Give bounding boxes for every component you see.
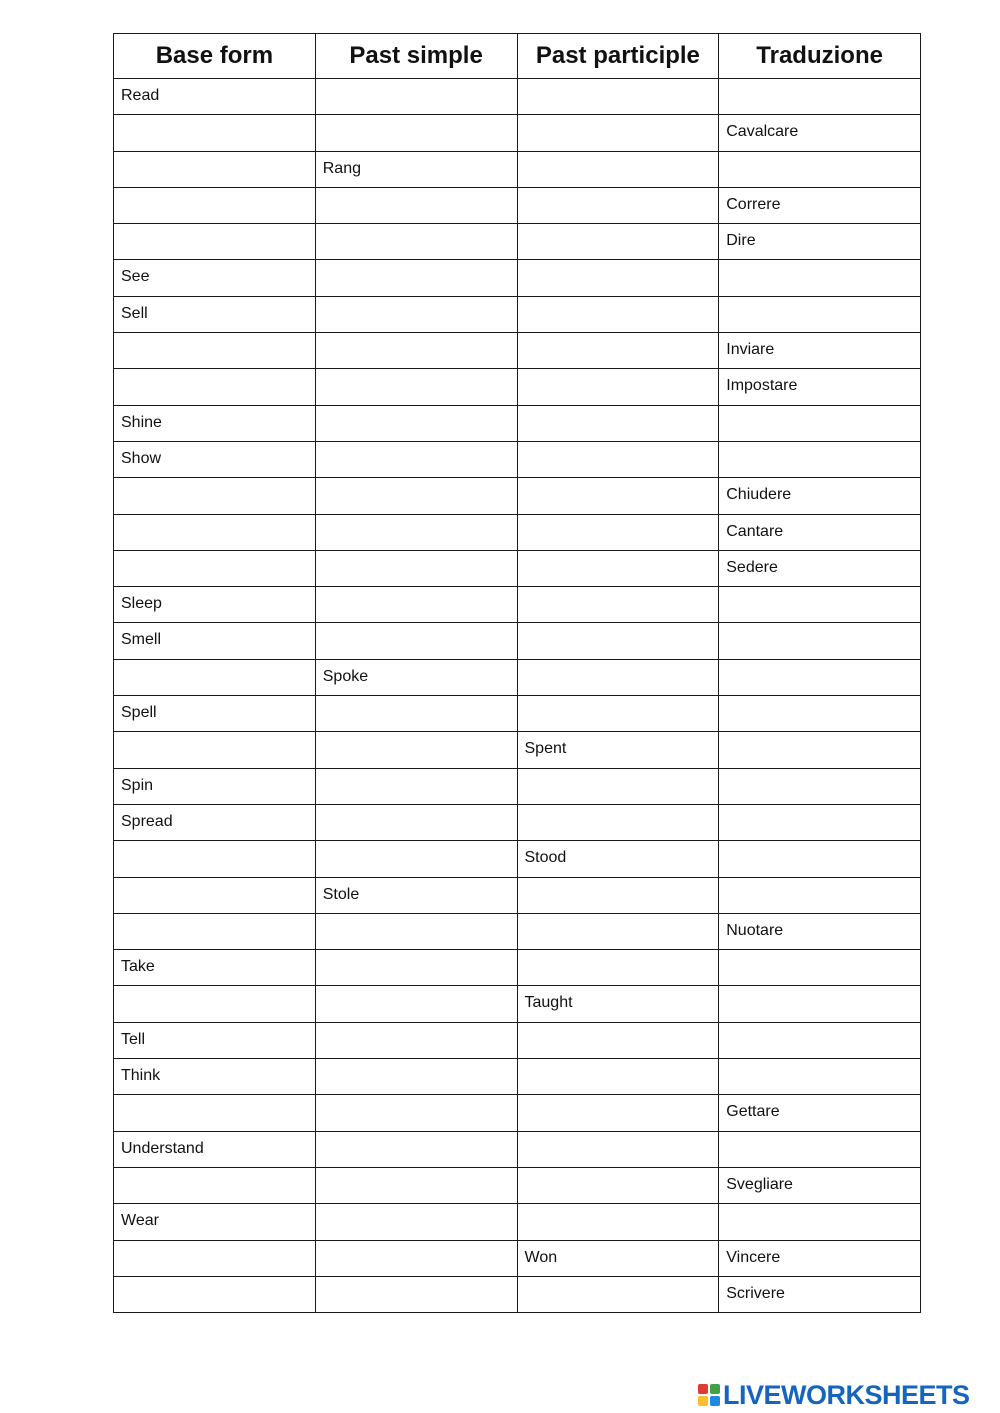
brand-text: LIVEWORKSHEETS [723,1379,970,1410]
cell-base-form: Sell [114,296,316,332]
cell-traduzione[interactable] [719,623,921,659]
table-row [114,1059,921,1095]
cell-past-simple[interactable] [315,841,517,877]
table-row [114,950,921,986]
table-row [114,986,921,1022]
cell-traduzione[interactable] [719,696,921,732]
table-row [114,841,921,877]
cell-past-participle[interactable] [517,1276,719,1312]
table-row [114,1276,921,1312]
cell-past-participle[interactable] [517,151,719,187]
cell-traduzione: Inviare [719,333,921,369]
cell-past-participle[interactable] [517,514,719,550]
cell-traduzione[interactable] [719,732,921,768]
cell-past-simple: Stole [315,877,517,913]
table-row [114,804,921,840]
cell-past-participle[interactable] [517,478,719,514]
cell-past-participle: Won [517,1240,719,1276]
cell-traduzione: Svegliare [719,1167,921,1203]
cell-base-form[interactable] [114,1095,316,1131]
cell-base-form[interactable] [114,841,316,877]
cell-past-simple[interactable] [315,296,517,332]
cell-past-simple[interactable] [315,478,517,514]
table-row [114,732,921,768]
cell-past-simple[interactable] [315,732,517,768]
logo-square [710,1384,720,1394]
cell-past-participle[interactable] [517,550,719,586]
cell-past-participle[interactable] [517,333,719,369]
cell-past-participle[interactable] [517,1059,719,1095]
cell-traduzione: Scrivere [719,1276,921,1312]
cell-past-participle[interactable] [517,623,719,659]
cell-past-simple[interactable] [315,804,517,840]
table-row [114,1167,921,1203]
cell-past-simple: Rang [315,151,517,187]
cell-traduzione[interactable] [719,260,921,296]
cell-past-simple[interactable] [315,115,517,151]
cell-past-participle: Taught [517,986,719,1022]
cell-past-simple[interactable] [315,405,517,441]
cell-past-simple[interactable] [315,696,517,732]
cell-base-form[interactable] [114,115,316,151]
cell-past-simple[interactable] [315,768,517,804]
table-row [114,659,921,695]
cell-past-participle[interactable] [517,296,719,332]
table-row [114,405,921,441]
cell-past-participle: Stood [517,841,719,877]
cell-past-participle[interactable] [517,1022,719,1058]
cell-past-simple[interactable] [315,1131,517,1167]
cell-past-simple[interactable] [315,1095,517,1131]
cell-base-form: Smell [114,623,316,659]
cell-base-form: Read [114,79,316,115]
cell-base-form: Wear [114,1204,316,1240]
cell-past-simple[interactable] [315,587,517,623]
cell-base-form[interactable] [114,369,316,405]
cell-base-form[interactable] [114,1240,316,1276]
cell-past-simple[interactable] [315,1022,517,1058]
cell-past-participle[interactable] [517,659,719,695]
cell-past-simple[interactable] [315,79,517,115]
table-row [114,260,921,296]
verbs-worksheet [113,33,921,1313]
cell-traduzione: Sedere [719,550,921,586]
table-row [114,623,921,659]
cell-traduzione[interactable] [719,1131,921,1167]
cell-traduzione: Vincere [719,1240,921,1276]
cell-base-form[interactable] [114,478,316,514]
cell-past-participle[interactable] [517,1131,719,1167]
header-row [114,34,921,79]
table-row [114,441,921,477]
cell-past-participle[interactable] [517,804,719,840]
cell-past-participle[interactable] [517,441,719,477]
table-row [114,768,921,804]
cell-past-simple[interactable] [315,333,517,369]
cell-traduzione: Cavalcare [719,115,921,151]
irregular-verbs-table [113,33,921,1313]
cell-past-participle[interactable] [517,369,719,405]
cell-past-simple[interactable] [315,260,517,296]
cell-traduzione[interactable] [719,986,921,1022]
table-body [114,79,921,1313]
table-row [114,115,921,151]
cell-base-form: Understand [114,1131,316,1167]
cell-past-participle[interactable] [517,1167,719,1203]
table-row [114,296,921,332]
table-row [114,224,921,260]
cell-base-form[interactable] [114,514,316,550]
table-row [114,151,921,187]
cell-past-participle[interactable] [517,913,719,949]
table-row [114,478,921,514]
cell-past-simple[interactable] [315,550,517,586]
cell-traduzione[interactable] [719,877,921,913]
cell-past-simple[interactable] [315,224,517,260]
table-row [114,187,921,223]
cell-past-simple[interactable] [315,913,517,949]
logo-square [710,1396,720,1406]
cell-past-participle[interactable] [517,1204,719,1240]
cell-past-participle[interactable] [517,950,719,986]
cell-past-simple[interactable] [315,1167,517,1203]
table-row [114,1022,921,1058]
cell-traduzione: Impostare [719,369,921,405]
cell-traduzione: Gettare [719,1095,921,1131]
cell-traduzione: Cantare [719,514,921,550]
cell-past-participle[interactable] [517,405,719,441]
cell-traduzione[interactable] [719,768,921,804]
cell-past-participle[interactable] [517,877,719,913]
cell-past-simple[interactable] [315,986,517,1022]
table-row [114,877,921,913]
cell-traduzione[interactable] [719,804,921,840]
cell-past-participle[interactable] [517,115,719,151]
cell-base-form[interactable] [114,659,316,695]
cell-traduzione[interactable] [719,1204,921,1240]
cell-past-simple[interactable] [315,1059,517,1095]
cell-base-form[interactable] [114,913,316,949]
cell-past-simple[interactable] [315,369,517,405]
cell-past-simple[interactable] [315,187,517,223]
cell-past-participle[interactable] [517,1095,719,1131]
table-row [114,369,921,405]
table-row [114,587,921,623]
table-row [114,1204,921,1240]
cell-base-form[interactable] [114,187,316,223]
cell-base-form: Sleep [114,587,316,623]
cell-past-simple[interactable] [315,950,517,986]
cell-past-simple[interactable] [315,1204,517,1240]
cell-traduzione[interactable] [719,841,921,877]
cell-past-participle[interactable] [517,260,719,296]
cell-past-simple[interactable] [315,514,517,550]
header-base-form: Base form [114,34,316,79]
cell-past-simple[interactable] [315,441,517,477]
header-past-simple: Past simple [315,34,517,79]
cell-traduzione[interactable] [719,151,921,187]
liveworksheets-logo [698,1380,970,1410]
table-row [114,550,921,586]
cell-base-form[interactable] [114,986,316,1022]
table-row [114,696,921,732]
cell-base-form: Spell [114,696,316,732]
cell-past-participle[interactable] [517,187,719,223]
cell-past-participle[interactable] [517,768,719,804]
cell-base-form: Spin [114,768,316,804]
cell-traduzione: Nuotare [719,913,921,949]
table-row [114,1095,921,1131]
cell-past-simple: Spoke [315,659,517,695]
table-row [114,1240,921,1276]
cell-base-form: See [114,260,316,296]
logo-square [698,1384,708,1394]
cell-traduzione[interactable] [719,441,921,477]
cell-traduzione: Dire [719,224,921,260]
table-row [114,1131,921,1167]
header-past-participle: Past participle [517,34,719,79]
cell-past-participle[interactable] [517,224,719,260]
cell-traduzione[interactable] [719,587,921,623]
cell-traduzione: Correre [719,187,921,223]
logo-squares-icon [698,1384,720,1406]
table-row [114,514,921,550]
cell-base-form: Tell [114,1022,316,1058]
cell-past-participle[interactable] [517,79,719,115]
cell-base-form: Show [114,441,316,477]
cell-past-simple[interactable] [315,623,517,659]
table-row [114,79,921,115]
cell-base-form[interactable] [114,1276,316,1312]
table-row [114,913,921,949]
table-row [114,333,921,369]
cell-base-form[interactable] [114,550,316,586]
cell-base-form: Spread [114,804,316,840]
logo-square [698,1396,708,1406]
cell-traduzione[interactable] [719,79,921,115]
header-traduzione: Traduzione [719,34,921,79]
cell-traduzione: Chiudere [719,478,921,514]
cell-base-form: Shine [114,405,316,441]
cell-past-simple[interactable] [315,1240,517,1276]
cell-traduzione[interactable] [719,405,921,441]
cell-base-form[interactable] [114,732,316,768]
cell-traduzione[interactable] [719,296,921,332]
cell-past-participle: Spent [517,732,719,768]
cell-base-form: Take [114,950,316,986]
cell-base-form[interactable] [114,151,316,187]
cell-traduzione[interactable] [719,1022,921,1058]
cell-past-participle[interactable] [517,587,719,623]
cell-base-form[interactable] [114,877,316,913]
cell-base-form[interactable] [114,1167,316,1203]
cell-base-form[interactable] [114,333,316,369]
cell-traduzione[interactable] [719,950,921,986]
cell-base-form[interactable] [114,224,316,260]
cell-base-form: Think [114,1059,316,1095]
cell-past-participle[interactable] [517,696,719,732]
cell-traduzione[interactable] [719,659,921,695]
cell-traduzione[interactable] [719,1059,921,1095]
cell-past-simple[interactable] [315,1276,517,1312]
